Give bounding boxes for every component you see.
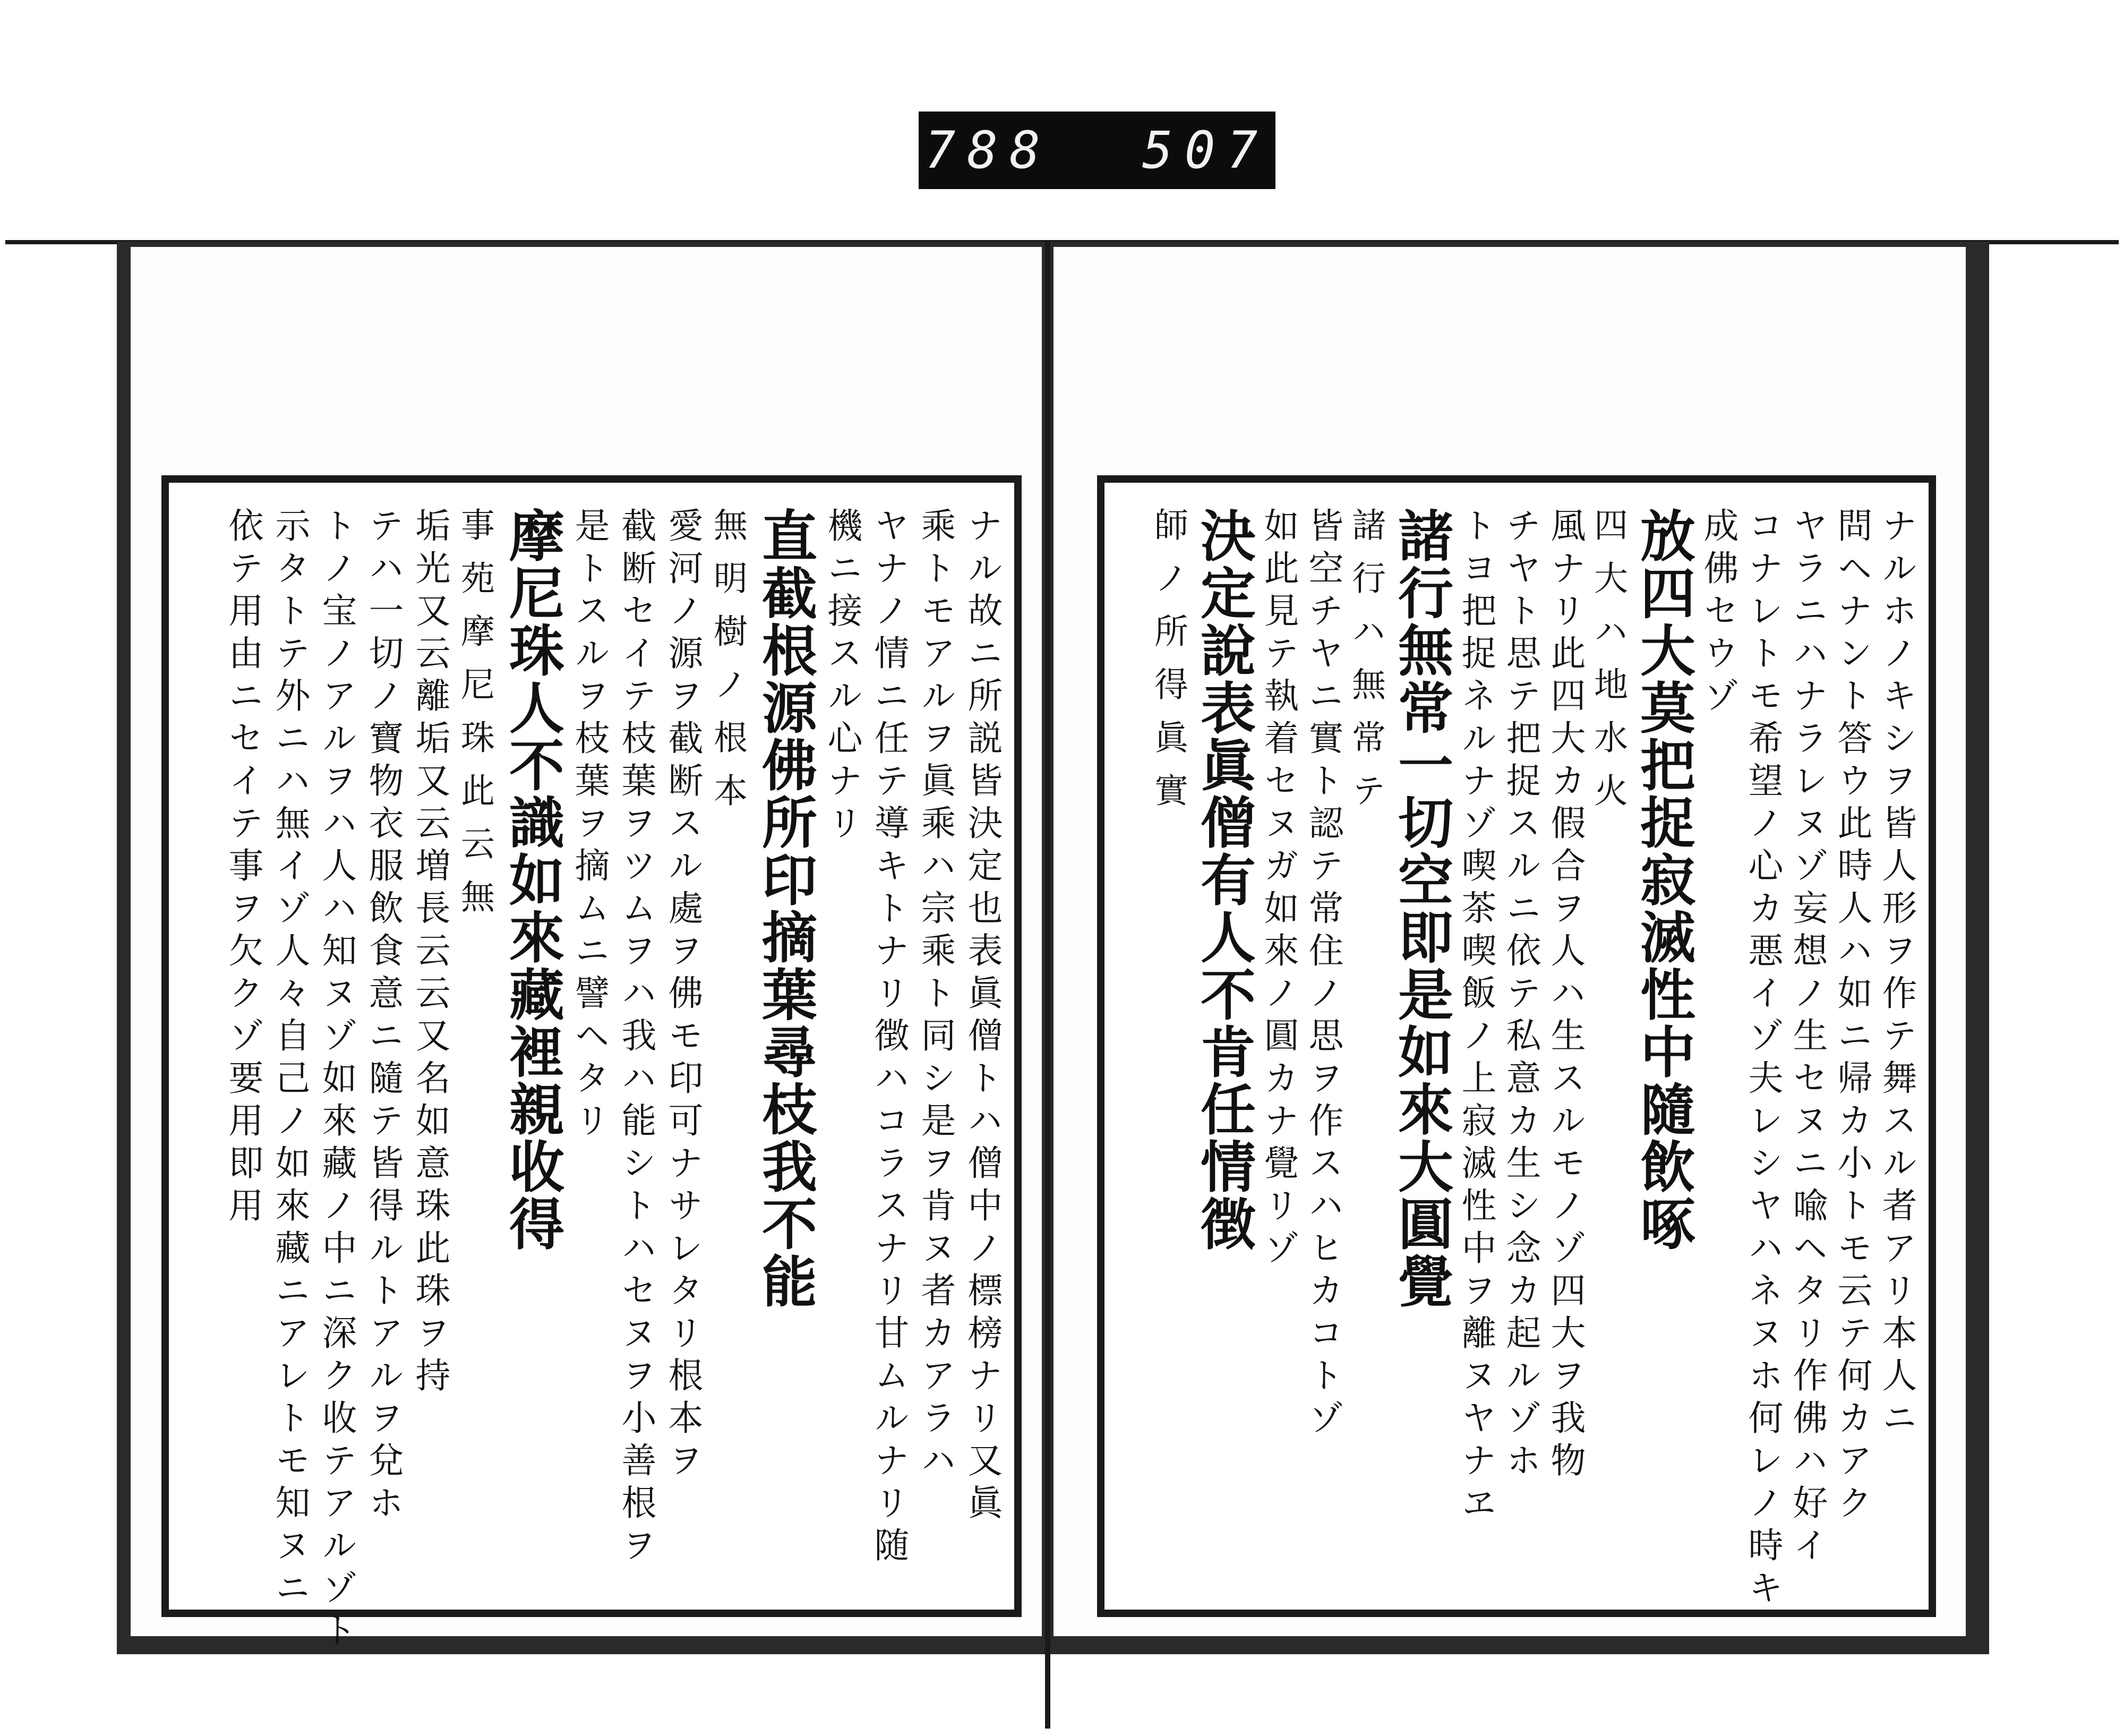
right-page-column-15: 決定說表眞僧有人不肯任情徴 bbox=[1191, 507, 1256, 1253]
right-page-column-16: 師ノ所得眞實 bbox=[1149, 507, 1188, 826]
right-page-column-11: 諸行無常一切空即是如來大圓覺 bbox=[1389, 507, 1454, 1310]
right-page-column-3: ヤラニハナラレヌゾ妄想ノ生セヌニ喩ヘタリ作佛ハ好イ bbox=[1787, 507, 1828, 1569]
left-page-column-2: 乘トモアルヲ眞乘ハ宗乘ト同シ是ヲ肯ヌ者カアラハ bbox=[915, 507, 956, 1484]
left-page-column-4: 機ニ接スル心ナリ bbox=[821, 507, 862, 847]
counter-right-number: 507 bbox=[1142, 121, 1270, 180]
left-text-frame bbox=[161, 475, 1022, 1654]
left-page-column-15: 示タトテ外ニハ無イゾ人々自己ノ如來藏ニアレトモ知ヌニ bbox=[269, 507, 310, 1612]
left-page-column-12: 垢光又云離垢又云増長云云又名如意珠此珠ヲ持 bbox=[409, 507, 450, 1399]
right-page-column-7: 四大ハ地水火 bbox=[1588, 507, 1628, 826]
left-page-column-6: 無明樹ノ根本 bbox=[708, 507, 747, 826]
frame-counter-label bbox=[919, 112, 1275, 189]
left-page bbox=[117, 242, 1045, 1654]
left-page-column-3: ヤナノ情ニ任テ導キトナリ徴ハコラスナリ甘ムルナリ随 bbox=[868, 507, 909, 1569]
book-spine bbox=[1045, 242, 1050, 1729]
left-page-column-13: テハ一切ノ寶物衣服飲食意ニ隨テ皆得ルトアルヲ兌ホ bbox=[363, 507, 404, 1527]
left-page-column-16: 依テ用由ニセイテ事ヲ欠クゾ要用即用 bbox=[222, 507, 263, 1229]
left-page-column-10: 摩尼珠人不識如來藏裡親收得 bbox=[500, 507, 565, 1253]
right-page-column-8: 風ナリ此四大カ假合ヲ人ハ生スルモノゾ四大ヲ我物 bbox=[1545, 507, 1586, 1484]
right-page-column-1: ナルホノキシヲ皆人形ヲ作テ舞スル者アリ本人ニ bbox=[1876, 507, 1917, 1442]
right-page-column-4: コナレトモ希望ノ心カ悪イゾ夫レシヤハネヌホ何レノ時キ bbox=[1742, 507, 1783, 1612]
left-page-column-11: 事苑摩尼珠此云無 bbox=[455, 507, 494, 932]
right-page bbox=[1050, 242, 1989, 1654]
right-page-column-2: 問ヘナント答ウ此時人ハ如ニ帰カ小トモ云テ何カアク bbox=[1831, 507, 1872, 1527]
left-page-column-5: 直截根源佛所印摘葉尋枝我不能 bbox=[752, 507, 818, 1310]
right-page-column-12: 諸行ハ無常テ bbox=[1346, 507, 1385, 826]
left-page-column-1: ナル故ニ所説皆決定也表眞僧トハ僧中ノ標榜ナリ又眞 bbox=[962, 507, 1003, 1527]
right-page-column-5: 成佛セウゾ bbox=[1698, 507, 1738, 720]
left-page-column-9: 是トスルヲ枝葉ヲ摘ムニ譬ヘタリ bbox=[569, 507, 610, 1144]
right-text-frame bbox=[1097, 475, 1936, 1617]
right-page-column-10: トヨ把捉ネルナゾ喫茶喫飯ノ上寂滅性中ヲ離ヌヤナヱ bbox=[1455, 507, 1496, 1527]
left-page-column-14: トノ宝ノアルヲハ人ハ知ヌゾ如來藏ノ中ニ深ク收テアルゾト bbox=[316, 507, 357, 1654]
left-page-column-8: 截断セイテ枝葉ヲツムヲハ我ハ能シトハセヌヲ小善根ヲ bbox=[615, 507, 656, 1569]
counter-left-number: 788 bbox=[924, 121, 1052, 180]
left-page-column-7: 愛河ノ源ヲ截断スル處ヲ佛モ印可ナサレタリ根本ヲ bbox=[662, 507, 703, 1484]
right-page-column-6: 放四大莫把捉寂滅性中隨飲啄 bbox=[1631, 507, 1696, 1253]
right-page-column-9: チヤト思テ把捉スルニ依テ私意カ生シ念カ起ルゾホ bbox=[1500, 507, 1541, 1484]
right-page-column-13: 皆空チヤニ實ト認テ常住ノ思ヲ作スハヒカコトゾ bbox=[1303, 507, 1343, 1442]
right-page-column-14: 如此見テ執着セヌガ如來ノ圓カナ覺リゾ bbox=[1258, 507, 1299, 1272]
